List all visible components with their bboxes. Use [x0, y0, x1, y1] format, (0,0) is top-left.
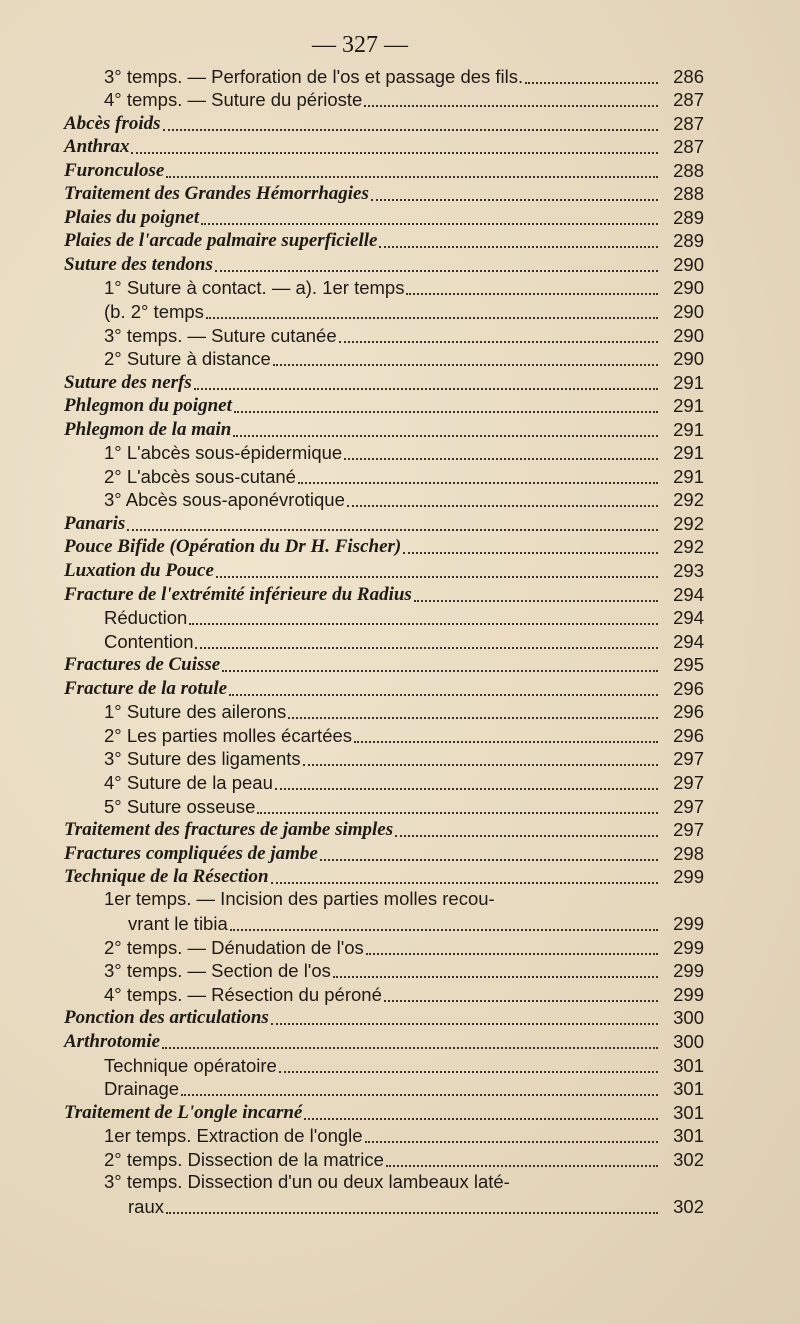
toc-section-entry — [64, 205, 704, 229]
entry-page: 299 — [673, 983, 704, 1005]
toc-subentry — [64, 888, 704, 935]
leader-dots — [414, 600, 658, 602]
entry-title: Contention — [104, 630, 194, 652]
entry-page: 299 — [673, 866, 704, 888]
entry-page: 287 — [673, 89, 704, 111]
leader-dots — [195, 647, 658, 649]
entry-page: 296 — [673, 724, 704, 746]
entry-title: Pouce Bifide (Opération du Dr H. Fischer) — [64, 536, 402, 558]
toc-section-entry — [64, 1100, 704, 1124]
entry-page: 287 — [673, 112, 704, 134]
entry-title-continued: vrant le tibia — [128, 913, 228, 935]
leader-dots — [384, 1000, 658, 1002]
entry-title: Abcès froids — [64, 112, 161, 134]
entry-page: 289 — [673, 230, 704, 252]
entry-page: 294 — [673, 583, 704, 605]
entry-title: 3° temps. — Section de l'os — [104, 960, 331, 982]
leader-dots — [234, 411, 658, 413]
entry-page: 296 — [673, 677, 704, 699]
entry-title: Technique opératoire — [104, 1054, 277, 1076]
leader-dots — [230, 929, 658, 931]
toc-section-entry — [64, 111, 704, 135]
entry-title: 2° temps. Dissection de la matrice — [104, 1148, 384, 1170]
toc-section-entry — [64, 158, 704, 182]
toc-section-entry — [64, 676, 704, 700]
toc-section-entry — [64, 394, 704, 418]
entry-title-continued: raux — [128, 1195, 164, 1217]
entry-title: Suture des nerfs — [64, 371, 192, 393]
entry-page: 297 — [673, 795, 704, 817]
leader-dots — [131, 152, 658, 154]
entry-title: Phlegmon de la main — [64, 418, 232, 440]
entry-title: 1° Suture à contact. — a). 1er temps — [104, 277, 405, 299]
entry-page: 292 — [673, 512, 704, 534]
entry-title: 3° temps. Dissection d'un ou deux lambeaux laté- — [104, 1170, 510, 1192]
toc-section-entry — [64, 841, 704, 865]
entry-page: 292 — [673, 489, 704, 511]
entry-title: Plaies de l'arcade palmaire superficielle — [64, 230, 378, 252]
toc-subentry — [64, 629, 704, 653]
entry-title: Fracture de l'extrémité inférieure du Radius — [64, 583, 412, 605]
leader-dots — [347, 505, 658, 507]
leader-dots — [275, 788, 658, 790]
entry-page: 296 — [673, 701, 704, 723]
entry-page: 302 — [673, 1148, 704, 1170]
toc-subentry — [64, 64, 704, 88]
toc-subentry — [64, 1147, 704, 1171]
leader-dots — [304, 1118, 658, 1120]
entry-title: 1° L'abcès sous-épidermique — [104, 442, 343, 464]
entry-title: Traitement des Grandes Hémorrhagies — [64, 183, 369, 205]
entry-page: 299 — [673, 913, 704, 935]
toc-subentry — [64, 935, 704, 959]
toc-section-entry — [64, 1006, 704, 1030]
entry-page: 299 — [673, 936, 704, 958]
entry-page: 291 — [673, 395, 704, 417]
toc-section-entry — [64, 558, 704, 582]
toc-subentry — [64, 323, 704, 347]
entry-title: (b. 2° temps — [104, 301, 204, 323]
entry-title: 4° temps. — Résection du péroné — [104, 983, 382, 1005]
entry-title: 2° Suture à distance — [104, 348, 271, 370]
leader-dots — [371, 199, 658, 201]
entry-page: 294 — [673, 630, 704, 652]
leader-dots — [216, 576, 658, 578]
entry-page: 301 — [673, 1101, 704, 1123]
toc-subentry — [64, 747, 704, 771]
entry-page: 301 — [673, 1078, 704, 1100]
leader-dots — [403, 552, 658, 554]
leader-dots — [395, 835, 658, 837]
entry-title: Drainage — [104, 1078, 180, 1100]
entry-title: 3° temps. — Suture cutanée — [104, 324, 337, 346]
entry-title: 3° temps. — Perforation de l'os et passage des fils. — [104, 65, 524, 87]
toc-subentry — [64, 464, 704, 488]
leader-dots — [279, 1071, 658, 1073]
leader-dots — [162, 1047, 658, 1049]
toc-subentry — [64, 88, 704, 112]
toc-section-entry — [64, 535, 704, 559]
entry-title: 2° Les parties molles écartées — [104, 724, 353, 746]
toc-section-entry — [64, 818, 704, 842]
leader-dots — [181, 1094, 658, 1096]
leader-dots — [386, 1165, 658, 1167]
leader-dots — [303, 764, 658, 766]
entry-title: Arthrotomie — [64, 1030, 161, 1052]
toc-subentry — [64, 982, 704, 1006]
entry-page: 290 — [673, 277, 704, 299]
toc-subentry — [64, 606, 704, 630]
leader-dots — [288, 717, 658, 719]
entry-page: 290 — [673, 301, 704, 323]
entry-page: 288 — [673, 159, 704, 181]
toc-subentry — [64, 1171, 704, 1218]
entry-page: 288 — [673, 183, 704, 205]
entry-title: Luxation du Pouce — [64, 560, 214, 582]
entry-title: 4° temps. — Suture du périoste — [104, 89, 363, 111]
entry-page: 290 — [673, 324, 704, 346]
leader-dots — [364, 105, 658, 107]
leader-dots — [189, 623, 658, 625]
entry-page: 300 — [673, 1030, 704, 1052]
entry-page: 301 — [673, 1054, 704, 1076]
toc-subentry — [64, 794, 704, 818]
entry-title: 4° Suture de la peau — [104, 771, 273, 793]
toc-subentry — [64, 276, 704, 300]
entry-page: 294 — [673, 607, 704, 629]
entry-page: 302 — [673, 1195, 704, 1217]
leader-dots — [229, 694, 658, 696]
leader-dots — [166, 176, 658, 178]
entry-page: 300 — [673, 1007, 704, 1029]
toc-subentry — [64, 723, 704, 747]
entry-page: 297 — [673, 819, 704, 841]
toc-section-entry — [64, 653, 704, 677]
toc-subentry — [64, 299, 704, 323]
entry-page: 292 — [673, 536, 704, 558]
entry-page: 295 — [673, 654, 704, 676]
leader-dots — [257, 812, 658, 814]
toc-section-entry — [64, 252, 704, 276]
entry-title: Ponction des articulations — [64, 1007, 269, 1029]
entry-page: 290 — [673, 348, 704, 370]
leader-dots — [215, 270, 658, 272]
toc-subentry — [64, 441, 704, 465]
entry-page: 290 — [673, 253, 704, 275]
toc-subentry — [64, 347, 704, 371]
entry-title: 3° Abcès sous-aponévrotique — [104, 489, 345, 511]
leader-dots — [166, 1212, 658, 1214]
toc-subentry — [64, 700, 704, 724]
entry-title: Plaies du poignet — [64, 206, 200, 228]
entry-title: Réduction — [104, 607, 188, 629]
leader-dots — [333, 976, 658, 978]
entry-title: Furonculose — [64, 159, 165, 181]
entry-title: Traitement de L'ongle incarné — [64, 1101, 303, 1123]
toc-subentry — [64, 959, 704, 983]
page-number: — 327 — — [312, 32, 408, 58]
entry-title: 1er temps. — Incision des parties molles recou- — [104, 888, 495, 910]
entry-title: Technique de la Résection — [64, 866, 269, 888]
leader-dots — [354, 741, 658, 743]
toc-section-entry — [64, 417, 704, 441]
leader-dots — [298, 482, 658, 484]
entry-title: 2° temps. — Dénudation de l'os — [104, 936, 364, 958]
entry-page: 297 — [673, 748, 704, 770]
entry-page: 299 — [673, 960, 704, 982]
toc-subentry — [64, 770, 704, 794]
entry-title: Fractures compliquées de jambe — [64, 842, 318, 864]
leader-dots — [201, 223, 658, 225]
leader-dots — [194, 388, 658, 390]
toc-section-entry — [64, 865, 704, 889]
entry-title: 3° Suture des ligaments — [104, 748, 301, 770]
leader-dots — [379, 246, 658, 248]
entry-page: 291 — [673, 465, 704, 487]
leader-dots — [163, 129, 658, 131]
toc-subentry — [64, 1053, 704, 1077]
leader-dots — [206, 317, 658, 319]
entry-page: 298 — [673, 842, 704, 864]
entry-title: Fracture de la rotule — [64, 677, 228, 699]
entry-page: 289 — [673, 206, 704, 228]
entry-page: 297 — [673, 771, 704, 793]
toc-subentry — [64, 488, 704, 512]
entry-title: 1er temps. Extraction de l'ongle — [104, 1125, 363, 1147]
leader-dots — [525, 82, 658, 84]
leader-dots — [127, 529, 658, 531]
toc-section-entry — [64, 511, 704, 535]
entry-title: 2° L'abcès sous-cutané — [104, 465, 296, 487]
entry-title: Anthrax — [64, 136, 130, 158]
entry-page: 293 — [673, 560, 704, 582]
entry-page: 287 — [673, 136, 704, 158]
entry-title: Phlegmon du poignet — [64, 395, 232, 417]
toc-section-entry — [64, 1029, 704, 1053]
leader-dots — [271, 1023, 658, 1025]
leader-dots — [406, 293, 658, 295]
entry-page: 291 — [673, 371, 704, 393]
toc-subentry — [64, 1077, 704, 1101]
toc-section-entry — [64, 229, 704, 253]
entry-page: 301 — [673, 1125, 704, 1147]
leader-dots — [366, 953, 658, 955]
leader-dots — [271, 882, 658, 884]
table-of-contents — [64, 64, 704, 1218]
entry-title: Traitement des fractures de jambe simples — [64, 819, 394, 841]
entry-page: 286 — [673, 65, 704, 87]
toc-section-entry — [64, 370, 704, 394]
toc-subentry — [64, 1124, 704, 1148]
entry-title: Panaris — [64, 512, 126, 534]
leader-dots — [273, 364, 658, 366]
toc-section-entry — [64, 182, 704, 206]
leader-dots — [339, 341, 658, 343]
toc-section-entry — [64, 582, 704, 606]
leader-dots — [233, 435, 658, 437]
leader-dots — [320, 859, 658, 861]
entry-title: 5° Suture osseuse — [104, 795, 256, 817]
entry-page: 291 — [673, 442, 704, 464]
leader-dots — [222, 670, 658, 672]
entry-title: Suture des tendons — [64, 253, 213, 275]
leader-dots — [365, 1141, 658, 1143]
leader-dots — [344, 458, 658, 460]
entry-title: Fractures de Cuisse — [64, 654, 221, 676]
entry-page: 291 — [673, 418, 704, 440]
toc-section-entry — [64, 135, 704, 159]
entry-title: 1° Suture des ailerons — [104, 701, 287, 723]
